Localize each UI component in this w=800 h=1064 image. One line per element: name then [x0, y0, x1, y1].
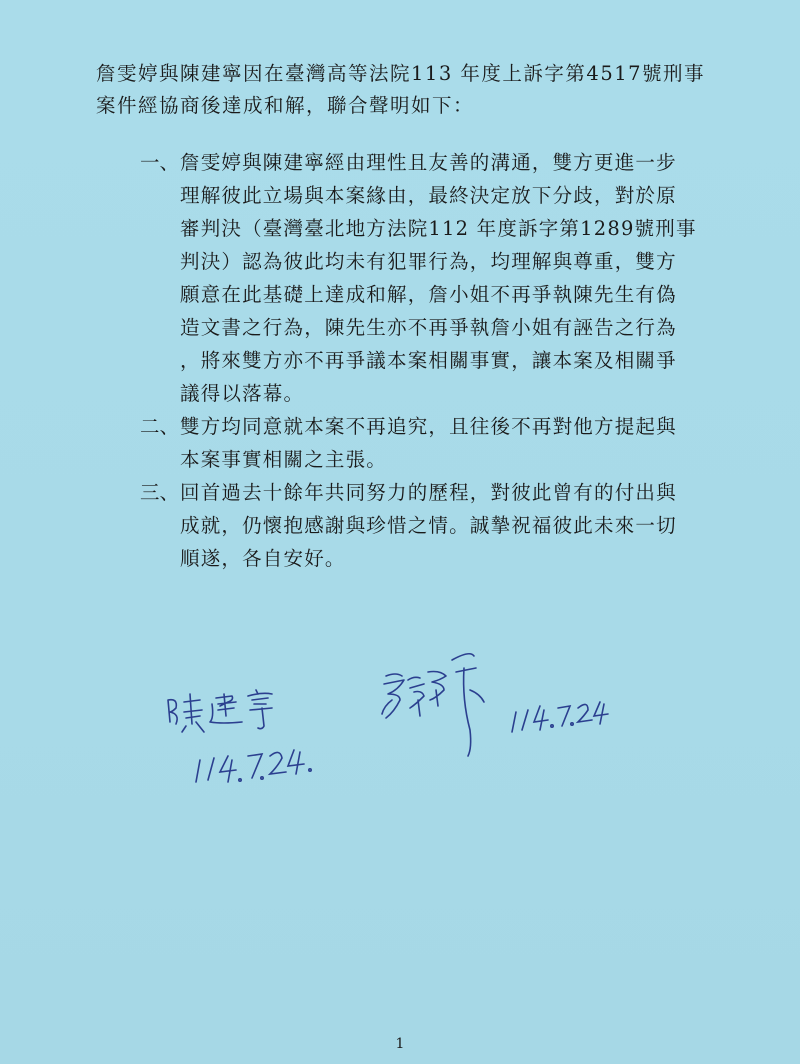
intro-line: 案件經協商後達成和解，聯合聲明如下： [96, 94, 475, 117]
intro-line: 詹雯婷與陳建寧因在臺灣高等法院113 年度上訴字第4517號刑事 [96, 62, 706, 85]
item-line: 雙方均同意就本案不再追究，且往後不再對他方提起與 [180, 415, 677, 438]
item-line: 造文書之行為，陳先生亦不再爭執詹小姐有誣告之行為 [180, 316, 677, 339]
item-line: 判決）認為彼此均未有犯罪行為，均理解與尊重，雙方 [180, 250, 677, 273]
item-marker: 三、 [140, 481, 180, 504]
right-signature [382, 654, 484, 756]
item-line: ，將來雙方亦不再爭議本案相關事實，讓本案及相關爭 [180, 349, 677, 372]
page-number: 1 [395, 1036, 405, 1052]
item-line: 理解彼此立場與本案緣由，最終決定放下分歧，對於原 [180, 184, 677, 207]
intro-paragraph [96, 58, 736, 122]
right-signature-date [512, 702, 608, 732]
left-signature-date [196, 750, 311, 782]
item-line: 本案事實相關之主張。 [180, 448, 388, 471]
statement-list [140, 146, 740, 575]
left-signature [168, 690, 272, 732]
statement-item-1 [140, 146, 740, 410]
item-marker: 二、 [140, 415, 180, 438]
item-body [180, 476, 740, 575]
item-line: 審判決（臺灣臺北地方法院112 年度訴字第1289號刑事 [180, 217, 697, 240]
item-line: 順遂，各自安好。 [180, 547, 346, 570]
item-line: 願意在此基礎上達成和解，詹小姐不再爭執陳先生有偽 [180, 283, 677, 306]
statement-item-3 [140, 476, 740, 575]
item-body [180, 410, 740, 476]
item-line: 回首過去十餘年共同努力的歷程，對彼此曾有的付出與 [180, 481, 677, 504]
statement-item-2 [140, 410, 740, 476]
item-line: 詹雯婷與陳建寧經由理性且友善的溝通，雙方更進一步 [180, 151, 677, 174]
item-line: 議得以落幕。 [180, 382, 305, 405]
item-line: 成就，仍懷抱感謝與珍惜之情。誠摯祝福彼此未來一切 [180, 514, 677, 537]
item-marker: 一、 [140, 151, 180, 174]
item-body [180, 146, 740, 410]
